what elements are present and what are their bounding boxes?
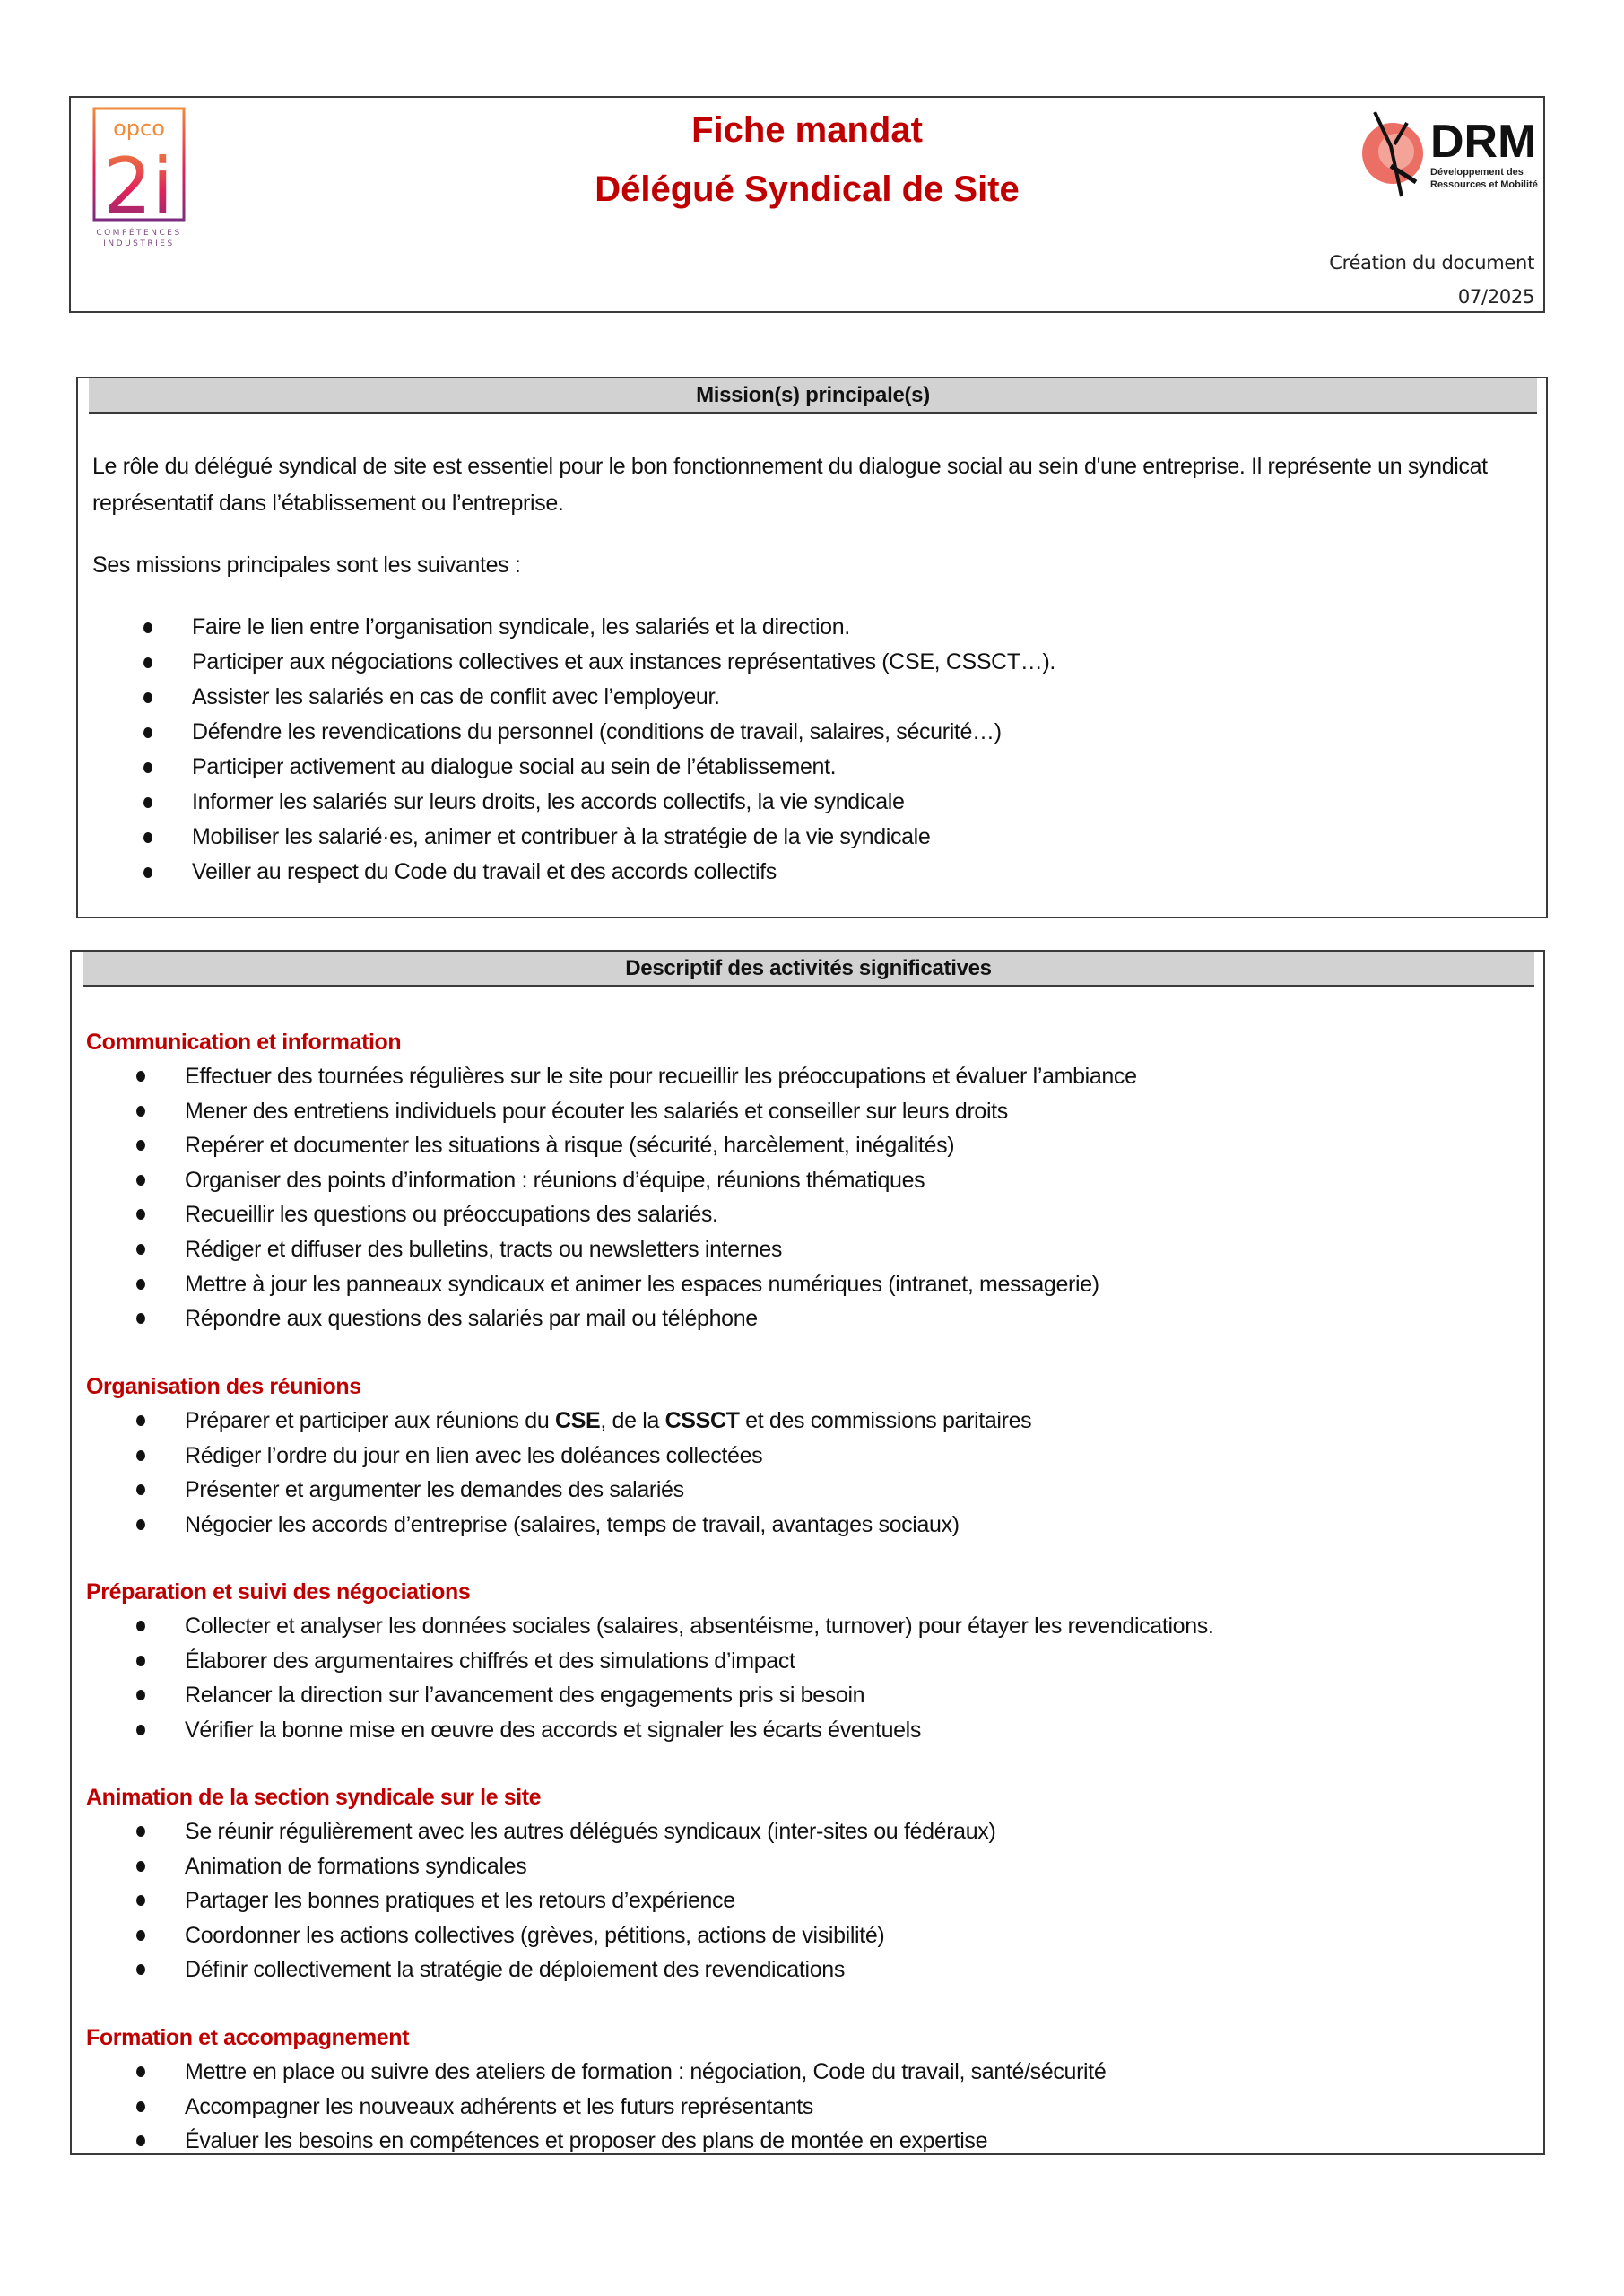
bullet-icon [136, 1690, 145, 1700]
svg-text:COMPÉTENCES: COMPÉTENCES [96, 229, 182, 238]
bullet-icon [136, 1930, 145, 1941]
svg-text:opco: opco [113, 116, 165, 141]
activities-section [70, 950, 1545, 2155]
bullet-icon [136, 2135, 145, 2146]
list-item: Collecter et analyser les données sociales (salaires, absentéisme, turnover) pour étayer les revendications. [86, 1609, 1214, 1644]
list-item: Participer aux négociations collectives et aux instances représentatives (CSE, CSSCT…). [78, 645, 1055, 680]
list-item: Mener des entretiens individuels pour écouter les salariés et conseiller sur leurs droits [86, 1094, 1137, 1129]
list-item: Évaluer les besoins en compétences et proposer des plans de montée en expertise [86, 2124, 1106, 2159]
bullet-icon [136, 2101, 145, 2112]
activities-section-title: Descriptif des activités significatives [83, 952, 1534, 987]
list-item: Rédiger l’ordre du jour en lien avec les doléances collectées [86, 1439, 1031, 1474]
bullet-icon [136, 1209, 145, 1220]
list-item: Mettre en place ou suivre des ateliers de formation : négociation, Code du travail, santé/sécurité [86, 2055, 1106, 2090]
list-item: Partager les bonnes pratiques et les retours d’expérience [86, 1883, 995, 1918]
mission-list-intro: Ses missions principales sont les suivantes : [92, 552, 521, 578]
activity-group-heading: Préparation et suivi des négociations [86, 1579, 471, 1605]
list-item: Participer activement au dialogue social au sein de l’établissement. [78, 750, 1055, 785]
bullet-icon [136, 1106, 145, 1117]
activity-group-heading: Formation et accompagnement [86, 2025, 410, 2050]
mission-intro: Le rôle du délégué syndical de site est essentiel pour le bon fonctionnement du dialogue social au sein d'une entreprise. Il représente un syndicat représentatif dans l’établissement ou l’entreprise. [92, 454, 1488, 516]
mission-section [76, 377, 1548, 918]
activity-group-heading: Animation de la section syndicale sur le site [86, 1785, 542, 1810]
activity-group-heading: Communication et information [86, 1030, 402, 1055]
list-item: Mobiliser les salarié·es, animer et contribuer à la stratégie de la vie syndicale [78, 820, 1055, 855]
list-item: Négocier les accords d’entreprise (salaires, temps de travail, avantages sociaux) [86, 1508, 1031, 1543]
activity-list [86, 1404, 1031, 1542]
document-header [69, 96, 1545, 313]
activity-group-reunions [86, 1370, 1031, 1542]
bullet-icon [136, 1621, 145, 1631]
bullet-icon [136, 1140, 145, 1151]
bullet-icon [136, 1861, 145, 1872]
bullet-icon [143, 657, 152, 668]
list-item: Repérer et documenter les situations à risque (sécurité, harcèlement, inégalités) [86, 1128, 1137, 1163]
bullet-icon [136, 1656, 145, 1666]
bullet-icon [143, 832, 152, 843]
list-item: Recueillir les questions ou préoccupations des salariés. [86, 1197, 1137, 1232]
list-item: Accompagner les nouveaux adhérents et les futurs représentants [86, 2090, 1106, 2125]
bullet-icon [143, 867, 152, 878]
list-item: Organiser des points d’information : réunions d’équipe, réunions thématiques [86, 1163, 1137, 1198]
bullet-icon [136, 1450, 145, 1461]
activity-group-communication [86, 1025, 1137, 1336]
creation-label: Création du document [1329, 252, 1534, 274]
activity-group-heading: Organisation des réunions [86, 1374, 361, 1399]
bullet-icon [136, 1964, 145, 1975]
activity-list [86, 2055, 1106, 2159]
list-item: Assister les salariés en cas de conflit avec l’employeur. [78, 680, 1055, 715]
list-item: Faire le lien entre l’organisation syndicale, les salariés et la direction. [78, 610, 1055, 645]
document-title: Fiche mandat [691, 110, 923, 150]
list-item: Relancer la direction sur l’avancement des engagements pris si besoin [86, 1678, 1214, 1713]
document-subtitle: Délégué Syndical de Site [595, 170, 1020, 209]
list-item: Définir collectivement la stratégie de déploiement des revendications [86, 1952, 995, 1987]
mission-section-title: Mission(s) principale(s) [89, 378, 1537, 414]
bullet-icon [143, 622, 152, 633]
list-item: Élaborer des argumentaires chiffrés et des simulations d’impact [86, 1644, 1214, 1679]
bullet-icon [136, 2066, 145, 2077]
list-item: Veiller au respect du Code du travail et des accords collectifs [78, 855, 1055, 890]
list-item: Préparer et participer aux réunions du CSE, de la CSSCT et des commissions paritaires [86, 1404, 1031, 1439]
bullet-icon [136, 1519, 145, 1530]
svg-text:INDUSTRIES: INDUSTRIES [103, 239, 175, 248]
mission-list [78, 610, 1055, 890]
bullet-icon [136, 1484, 145, 1495]
list-item: Se réunir régulièrement avec les autres délégués syndicaux (inter-sites ou fédéraux) [86, 1814, 995, 1849]
creation-date: 07/2025 [1457, 286, 1534, 308]
list-item: Vérifier la bonne mise en œuvre des accords et signaler les écarts éventuels [86, 1713, 1214, 1748]
bullet-icon [136, 1279, 145, 1290]
list-item: Effectuer des tournées régulières sur le site pour recueillir les préoccupations et évaluer l’ambiance [86, 1059, 1137, 1094]
activity-list [86, 1814, 995, 1987]
list-item: Mettre à jour les panneaux syndicaux et animer les espaces numériques (intranet, messagerie) [86, 1267, 1137, 1302]
bullet-icon [136, 1071, 145, 1082]
list-item: Coordonner les actions collectives (grèves, pétitions, actions de visibilité) [86, 1918, 995, 1953]
bullet-icon [136, 1895, 145, 1906]
svg-text:Ressources et Mobilité: Ressources et Mobilité [1430, 179, 1538, 190]
svg-text:2i: 2i [102, 142, 174, 231]
list-item: Rédiger et diffuser des bulletins, tracts ou newsletters internes [86, 1232, 1137, 1267]
activity-list [86, 1059, 1137, 1336]
activity-group-animation [86, 1780, 995, 1987]
list-item: Défendre les revendications du personnel (conditions de travail, salaires, sécurité…) [78, 715, 1055, 750]
activity-list [86, 1609, 1214, 1747]
list-item: Animation de formations syndicales [86, 1849, 995, 1884]
drm-logo [1355, 107, 1543, 213]
bullet-icon [136, 1175, 145, 1186]
bullet-icon [143, 762, 152, 773]
bullet-icon [136, 1725, 145, 1735]
bullet-icon [136, 1244, 145, 1255]
activity-group-formation [86, 2021, 1106, 2159]
list-item: Informer les salariés sur leurs droits, les accords collectifs, la vie syndicale [78, 785, 1055, 820]
bullet-icon [143, 797, 152, 808]
bullet-icon [143, 692, 152, 703]
list-item: Présenter et argumenter les demandes des salariés [86, 1473, 1031, 1508]
bullet-icon [143, 727, 152, 738]
svg-text:DRM: DRM [1430, 116, 1537, 168]
bullet-icon [136, 1826, 145, 1837]
svg-text:Développement des: Développement des [1430, 167, 1524, 178]
bullet-icon [136, 1415, 145, 1426]
list-item: Répondre aux questions des salariés par mail ou téléphone [86, 1301, 1137, 1336]
activity-group-negociations [86, 1575, 1214, 1747]
bullet-icon [136, 1313, 145, 1324]
